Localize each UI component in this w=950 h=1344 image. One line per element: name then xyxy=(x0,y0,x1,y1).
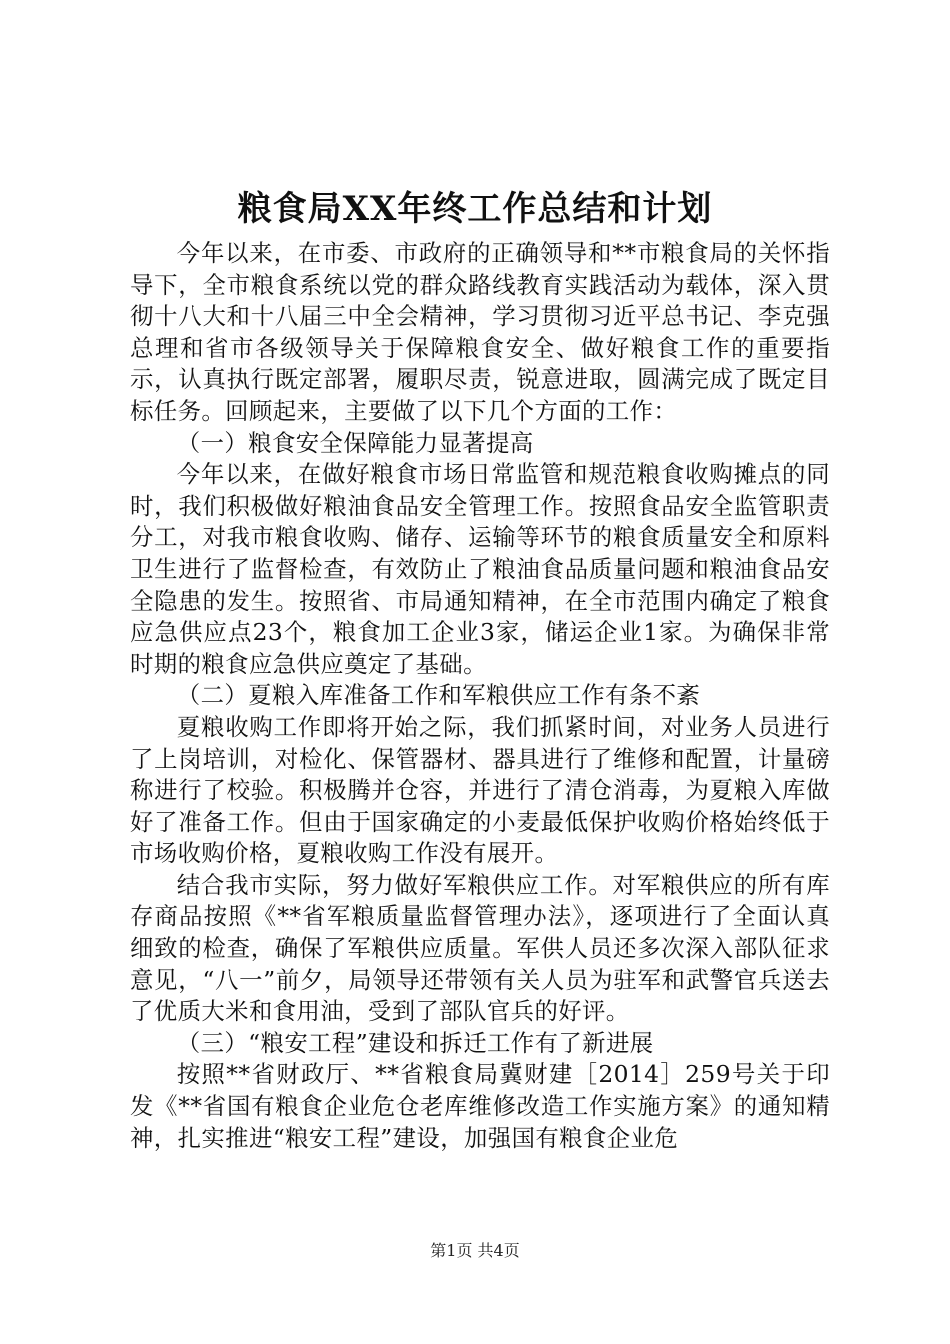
section-2-paragraph-1: 夏粮收购工作即将开始之际，我们抓紧时间，对业务人员进行了上岗培训，对检化、保管器材、器具进行了维修和配置，计量磅称进行了校验。积极腾并仓容，并进行了清仓消毒，为夏粮入库做好了准备工作。但由于国家确定的小麦最低保护收购价格始终低于市场收购价格，夏粮收购工作没有展开。 xyxy=(130,712,830,868)
section-heading-1: （一）粮食安全保障能力显著提高 xyxy=(176,428,534,457)
section-heading-2: （二）夏粮入库准备工作和军粮供应工作有条不紊 xyxy=(176,681,701,710)
section-3-paragraph: 按照**省财政厅、**省粮食局冀财建［2014］259号关于印发《**省国有粮食企业危仓老库维修改造工作实施方案》的通知精神，扎实推进“粮安工程”建设，加强国有粮食企业危 xyxy=(130,1060,830,1152)
section-2-paragraph-2: 结合我市实际，努力做好军粮供应工作。对军粮供应的所有库存商品按照《**省军粮质量监督管理办法》，逐项进行了全面认真细致的检查，确保了军粮供应质量。军供人员还多次深入部队征求意见，“八一”前夕，局领导还带领有关人员为驻军和武警官兵送去了优质大米和食用油，受到了部队官兵的好评。 xyxy=(130,870,830,1026)
document-body xyxy=(130,238,830,1154)
section-1-paragraph: 今年以来，在做好粮食市场日常监管和规范粮食收购摊点的同时，我们积极做好粮油食品安全管理工作。按照食品安全监管职责分工，对我市粮食收购、储存、运输等环节的粮食质量安全和原料卫生进行了监督检查，有效防止了粮油食品质量问题和粮油食品安全隐患的发生。按照省、市局通知精神，在全市范围内确定了粮食应急供应点23个，粮食加工企业3家，储运企业1家。为确保非常时期的粮食应急供应奠定了基础。 xyxy=(130,460,830,678)
section-heading-3: （三）“粮安工程”建设和拆迁工作有了新进展 xyxy=(176,1028,654,1057)
intro-paragraph: 今年以来，在市委、市政府的正确领导和**市粮食局的关怀指导下，全市粮食系统以党的群众路线教育实践活动为载体，深入贯彻十八大和十八届三中全会精神，学习贯彻习近平总书记、李克强总理和省市各级领导关于保障粮食安全、做好粮食工作的重要指示，认真执行既定部署，履职尽责，锐意进取，圆满完成了既定目标任务。回顾起来，主要做了以下几个方面的工作： xyxy=(130,239,830,425)
page-footer: 第1页 共4页 xyxy=(430,1241,520,1260)
document-title: 粮食局XX年终工作总结和计划 xyxy=(237,189,713,229)
